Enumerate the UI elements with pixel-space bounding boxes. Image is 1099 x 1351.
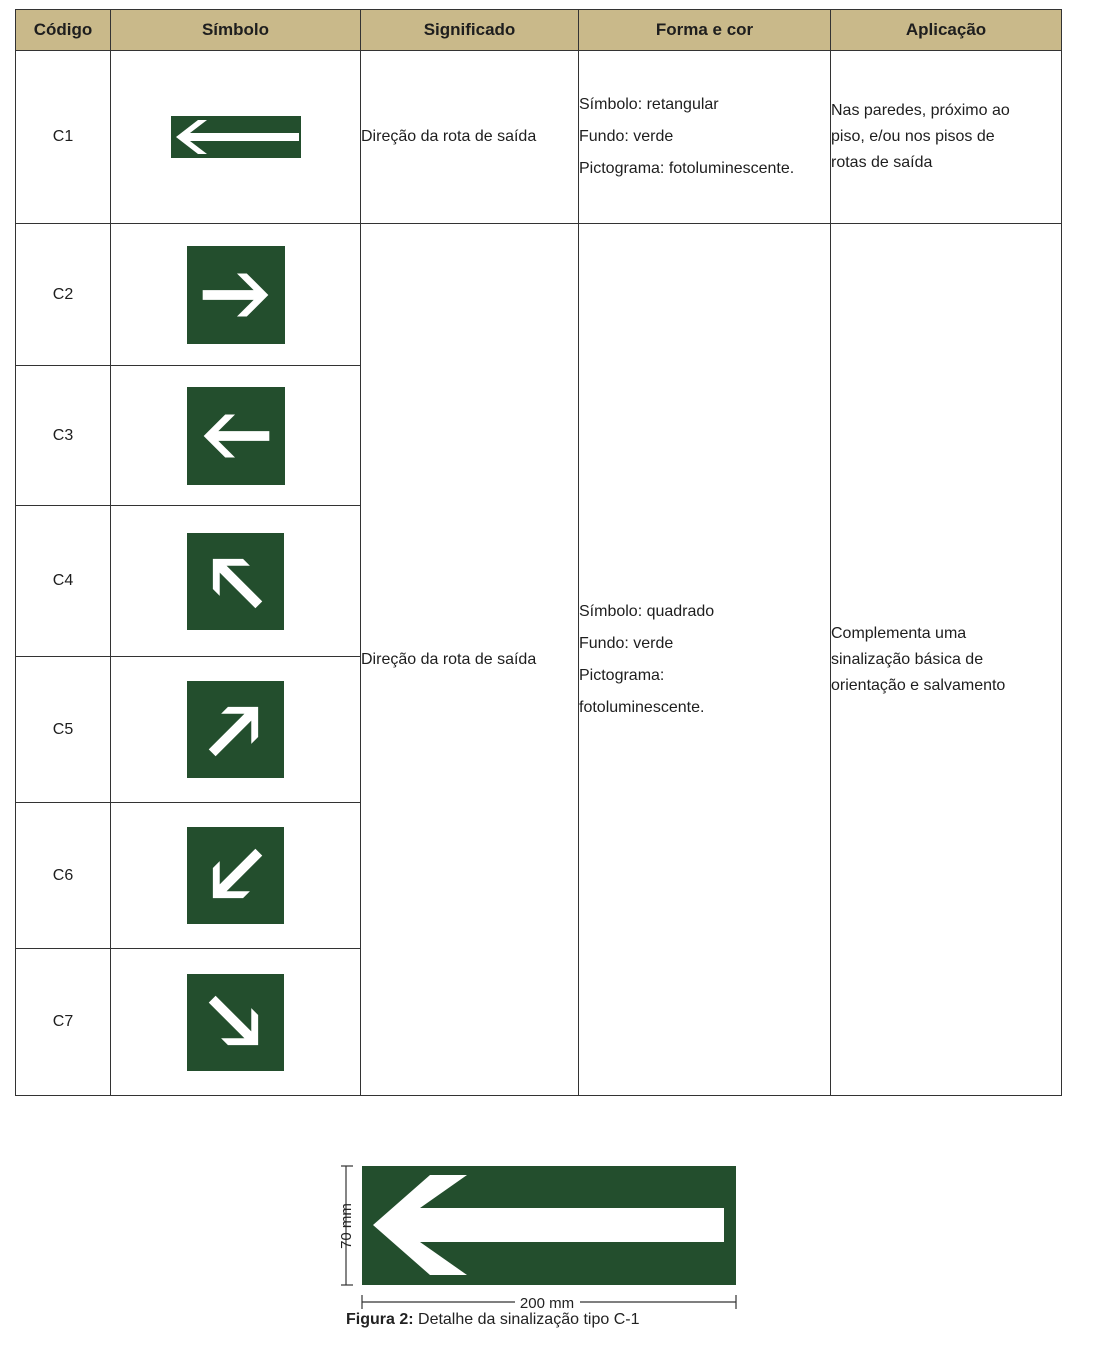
height-label: 70 mm <box>338 1203 355 1249</box>
caption-text: Detalhe da sinalização tipo C-1 <box>413 1311 640 1328</box>
symbol-cell <box>111 803 361 949</box>
figure-caption <box>346 1311 639 1329</box>
pictogram-line: Pictograma: <box>579 666 665 684</box>
application-line: sinalização básica de <box>831 650 984 668</box>
header-codigo: Código <box>16 10 111 51</box>
application-cell <box>831 51 1062 224</box>
width-label: 200 mm <box>519 1295 575 1312</box>
code-cell: C1 <box>16 51 111 224</box>
code-cell: C5 <box>16 657 111 803</box>
meaning-cell <box>361 51 579 224</box>
application-line: orientação e salvamento <box>831 676 1006 694</box>
signage-table <box>15 9 1062 1096</box>
code-cell: C4 <box>16 506 111 657</box>
shape-color-cell <box>579 51 831 224</box>
code-cell: C7 <box>16 949 111 1096</box>
header-aplicacao: Aplicação <box>831 10 1062 51</box>
pictogram-line: Pictograma: fotoluminescente. <box>579 160 795 177</box>
application-line: piso, e/ou nos pisos de <box>831 128 995 145</box>
code-cell: C6 <box>16 803 111 949</box>
table-header-row <box>16 10 1062 51</box>
symbol-cell <box>111 506 361 657</box>
right-arrow-sign-icon <box>185 246 287 344</box>
table-row <box>16 224 1062 366</box>
symbol-cell <box>111 224 361 366</box>
header-forma-e-cor: Forma e cor <box>579 10 831 51</box>
header-simbolo: Símbolo <box>111 10 361 51</box>
meaning-text: Direção da rota de saída <box>361 650 537 668</box>
code-cell: C2 <box>16 224 111 366</box>
background-line: Fundo: verde <box>579 634 674 652</box>
application-line: Nas paredes, próximo ao <box>831 102 1010 119</box>
down-left-arrow-sign-icon <box>187 827 284 924</box>
up-right-arrow-sign-icon <box>187 681 284 778</box>
shape-line: Símbolo: retangular <box>579 96 719 113</box>
application-line: Complementa uma <box>831 624 967 642</box>
code-cell: C3 <box>16 366 111 506</box>
background-line: Fundo: verde <box>579 128 674 145</box>
symbol-cell <box>111 51 361 224</box>
application-cell <box>831 224 1062 1096</box>
header-significado: Significado <box>361 10 579 51</box>
up-left-arrow-sign-icon <box>187 533 284 630</box>
shape-color-cell <box>579 224 831 1096</box>
symbol-cell <box>111 657 361 803</box>
down-right-arrow-sign-icon <box>187 974 284 1071</box>
caption-prefix: Figura 2: <box>346 1311 414 1328</box>
table-row <box>16 51 1062 224</box>
shape-line: Símbolo: quadrado <box>579 602 715 620</box>
pictogram-line: fotoluminescente. <box>579 698 705 716</box>
symbol-cell <box>111 366 361 506</box>
left-arrow-rectangular-sign-icon <box>171 116 301 158</box>
meaning-text: Direção da rota de saída <box>361 128 537 145</box>
meaning-cell <box>361 224 579 1096</box>
application-line: rotas de saída <box>831 154 933 171</box>
symbol-cell <box>111 949 361 1096</box>
left-arrow-sign-icon <box>187 387 285 485</box>
